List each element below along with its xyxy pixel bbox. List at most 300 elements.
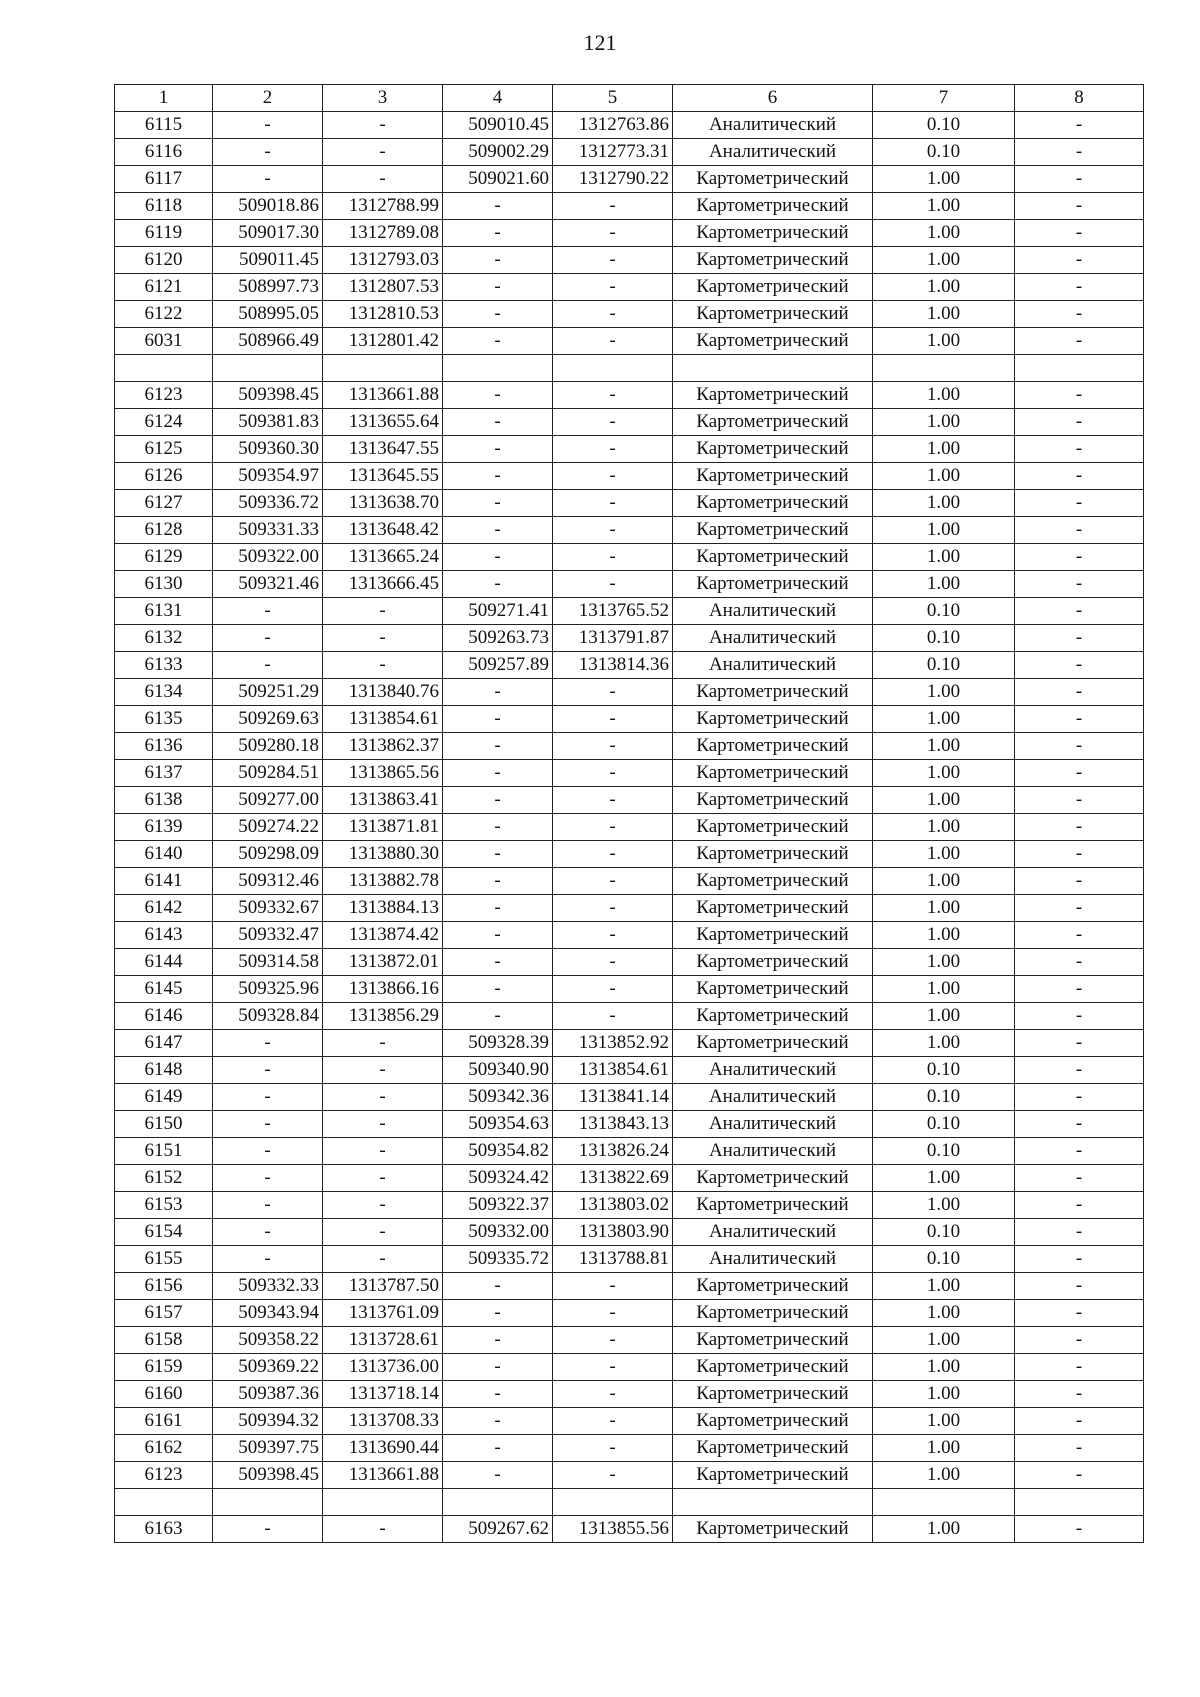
accuracy-cell: 1.00 xyxy=(873,247,1015,274)
y-new-cell: - xyxy=(553,382,673,409)
y-coordinate-cell: - xyxy=(323,1219,443,1246)
table-row xyxy=(115,1246,1144,1273)
table-row xyxy=(115,1084,1144,1111)
y-coordinate-cell: 1313856.29 xyxy=(323,1003,443,1030)
point-number-cell: 6139 xyxy=(115,814,213,841)
method-cell: Картометрический xyxy=(673,1408,873,1435)
y-coordinate-cell: 1313661.88 xyxy=(323,382,443,409)
accuracy-cell: 0.10 xyxy=(873,598,1015,625)
point-number-cell: 6125 xyxy=(115,436,213,463)
x-coordinate-cell: 509321.46 xyxy=(213,571,323,598)
table-row xyxy=(115,1408,1144,1435)
point-number-cell: 6115 xyxy=(115,112,213,139)
table-row xyxy=(115,949,1144,976)
y-coordinate-cell: 1313854.61 xyxy=(323,706,443,733)
x-new-cell: - xyxy=(443,382,553,409)
accuracy-cell: 1.00 xyxy=(873,571,1015,598)
point-number-cell: 6136 xyxy=(115,733,213,760)
point-number-cell: 6145 xyxy=(115,976,213,1003)
method-cell: Аналитический xyxy=(673,1057,873,1084)
method-cell: Картометрический xyxy=(673,841,873,868)
x-new-cell: - xyxy=(443,517,553,544)
method-cell: Картометрический xyxy=(673,328,873,355)
method-cell: Картометрический xyxy=(673,895,873,922)
y-coordinate-cell: 1313840.76 xyxy=(323,679,443,706)
accuracy-cell: 1.00 xyxy=(873,1273,1015,1300)
x-new-cell: - xyxy=(443,328,553,355)
x-coordinate-cell: - xyxy=(213,598,323,625)
point-number-cell: 6031 xyxy=(115,328,213,355)
y-new-cell: - xyxy=(553,1354,673,1381)
table-row xyxy=(115,436,1144,463)
point-number-cell: 6121 xyxy=(115,274,213,301)
point-number-cell: 6138 xyxy=(115,787,213,814)
method-cell: Картометрический xyxy=(673,706,873,733)
note-cell: - xyxy=(1015,787,1144,814)
y-coordinate-cell: - xyxy=(323,1030,443,1057)
point-number-cell: 6133 xyxy=(115,652,213,679)
accuracy-cell: 1.00 xyxy=(873,1408,1015,1435)
note-cell: - xyxy=(1015,139,1144,166)
note-cell: - xyxy=(1015,895,1144,922)
accuracy-cell: 1.00 xyxy=(873,1354,1015,1381)
point-number-cell: 6160 xyxy=(115,1381,213,1408)
x-coordinate-cell: 509394.32 xyxy=(213,1408,323,1435)
x-coordinate-cell: 509332.47 xyxy=(213,922,323,949)
accuracy-cell: 1.00 xyxy=(873,1516,1015,1543)
accuracy-cell: 1.00 xyxy=(873,760,1015,787)
table-row xyxy=(115,1192,1144,1219)
point-number-cell: 6120 xyxy=(115,247,213,274)
method-cell: Аналитический xyxy=(673,1219,873,1246)
table-row xyxy=(115,544,1144,571)
x-coordinate-cell: 509251.29 xyxy=(213,679,323,706)
y-coordinate-cell: - xyxy=(323,1516,443,1543)
point-number-cell: 6117 xyxy=(115,166,213,193)
x-coordinate-cell: 509354.97 xyxy=(213,463,323,490)
accuracy-cell: 0.10 xyxy=(873,1219,1015,1246)
method-cell: Аналитический xyxy=(673,1138,873,1165)
note-cell: - xyxy=(1015,976,1144,1003)
x-new-cell: - xyxy=(443,814,553,841)
y-new-cell: - xyxy=(553,1435,673,1462)
y-coordinate-cell: 1313882.78 xyxy=(323,868,443,895)
note-cell: - xyxy=(1015,1327,1144,1354)
x-new-cell: 509010.45 xyxy=(443,112,553,139)
method-cell: Картометрический xyxy=(673,949,873,976)
point-number-cell: 6119 xyxy=(115,220,213,247)
table-row xyxy=(115,1489,1144,1516)
x-coordinate-cell: 509269.63 xyxy=(213,706,323,733)
y-coordinate-cell: - xyxy=(323,1084,443,1111)
table-row xyxy=(115,841,1144,868)
accuracy-cell: 1.00 xyxy=(873,814,1015,841)
note-cell: - xyxy=(1015,409,1144,436)
note-cell: - xyxy=(1015,652,1144,679)
accuracy-cell: 1.00 xyxy=(873,787,1015,814)
method-cell xyxy=(673,1489,873,1516)
table-row xyxy=(115,868,1144,895)
x-new-cell: - xyxy=(443,706,553,733)
y-new-cell: - xyxy=(553,1003,673,1030)
column-header: 4 xyxy=(443,85,553,112)
x-coordinate-cell: 509277.00 xyxy=(213,787,323,814)
method-cell: Картометрический xyxy=(673,1435,873,1462)
y-coordinate-cell: 1312789.08 xyxy=(323,220,443,247)
accuracy-cell: 0.10 xyxy=(873,112,1015,139)
point-number-cell: 6141 xyxy=(115,868,213,895)
y-new-cell: 1313814.36 xyxy=(553,652,673,679)
note-cell: - xyxy=(1015,571,1144,598)
x-new-cell: - xyxy=(443,1273,553,1300)
x-coordinate-cell: 509336.72 xyxy=(213,490,323,517)
x-coordinate-cell: - xyxy=(213,1111,323,1138)
y-coordinate-cell xyxy=(323,355,443,382)
x-new-cell: 509267.62 xyxy=(443,1516,553,1543)
x-new-cell: 509340.90 xyxy=(443,1057,553,1084)
x-new-cell: - xyxy=(443,949,553,976)
note-cell: - xyxy=(1015,1084,1144,1111)
x-new-cell: - xyxy=(443,1300,553,1327)
y-new-cell: 1313822.69 xyxy=(553,1165,673,1192)
y-coordinate-cell: 1313862.37 xyxy=(323,733,443,760)
table-row xyxy=(115,166,1144,193)
method-cell: Картометрический xyxy=(673,490,873,517)
point-number-cell: 6149 xyxy=(115,1084,213,1111)
method-cell: Картометрический xyxy=(673,409,873,436)
x-new-cell: - xyxy=(443,1462,553,1489)
x-coordinate-cell: 509398.45 xyxy=(213,1462,323,1489)
note-cell: - xyxy=(1015,733,1144,760)
x-coordinate-cell: 509332.67 xyxy=(213,895,323,922)
point-number-cell: 6132 xyxy=(115,625,213,652)
table-row xyxy=(115,301,1144,328)
x-new-cell: - xyxy=(443,976,553,1003)
y-new-cell: - xyxy=(553,895,673,922)
table-row xyxy=(115,1462,1144,1489)
x-new-cell: - xyxy=(443,760,553,787)
accuracy-cell: 1.00 xyxy=(873,382,1015,409)
note-cell: - xyxy=(1015,463,1144,490)
accuracy-cell: 0.10 xyxy=(873,1138,1015,1165)
y-new-cell: - xyxy=(553,679,673,706)
accuracy-cell: 1.00 xyxy=(873,1003,1015,1030)
y-coordinate-cell: 1313645.55 xyxy=(323,463,443,490)
table-row xyxy=(115,328,1144,355)
accuracy-cell: 1.00 xyxy=(873,733,1015,760)
note-cell: - xyxy=(1015,112,1144,139)
point-number-cell: 6146 xyxy=(115,1003,213,1030)
x-coordinate-cell xyxy=(213,355,323,382)
note-cell: - xyxy=(1015,247,1144,274)
x-new-cell: 509342.36 xyxy=(443,1084,553,1111)
note-cell: - xyxy=(1015,598,1144,625)
x-new-cell: - xyxy=(443,733,553,760)
x-new-cell: 509324.42 xyxy=(443,1165,553,1192)
y-new-cell: - xyxy=(553,868,673,895)
y-coordinate-cell: 1313787.50 xyxy=(323,1273,443,1300)
x-new-cell: - xyxy=(443,868,553,895)
point-number-cell: 6130 xyxy=(115,571,213,598)
y-new-cell: - xyxy=(553,976,673,1003)
note-cell: - xyxy=(1015,1138,1144,1165)
table-row xyxy=(115,787,1144,814)
x-coordinate-cell: 509314.58 xyxy=(213,949,323,976)
note-cell: - xyxy=(1015,1354,1144,1381)
x-coordinate-cell: 509397.75 xyxy=(213,1435,323,1462)
y-coordinate-cell: 1313666.45 xyxy=(323,571,443,598)
accuracy-cell: 1.00 xyxy=(873,922,1015,949)
accuracy-cell: 1.00 xyxy=(873,868,1015,895)
method-cell xyxy=(673,355,873,382)
y-new-cell: 1313855.56 xyxy=(553,1516,673,1543)
x-new-cell: - xyxy=(443,409,553,436)
y-coordinate-cell: 1313648.42 xyxy=(323,517,443,544)
table-row xyxy=(115,139,1144,166)
accuracy-cell: 1.00 xyxy=(873,301,1015,328)
x-coordinate-cell: 509381.83 xyxy=(213,409,323,436)
point-number-cell: 6154 xyxy=(115,1219,213,1246)
note-cell: - xyxy=(1015,1057,1144,1084)
y-coordinate-cell: 1312807.53 xyxy=(323,274,443,301)
y-coordinate-cell: 1312788.99 xyxy=(323,193,443,220)
y-coordinate-cell: 1312801.42 xyxy=(323,328,443,355)
table-row xyxy=(115,1516,1144,1543)
table-row xyxy=(115,220,1144,247)
y-coordinate-cell: - xyxy=(323,166,443,193)
y-coordinate-cell: 1313866.16 xyxy=(323,976,443,1003)
point-number-cell: 6148 xyxy=(115,1057,213,1084)
y-new-cell: 1313788.81 xyxy=(553,1246,673,1273)
x-coordinate-cell: - xyxy=(213,1516,323,1543)
table-row xyxy=(115,274,1144,301)
table-row xyxy=(115,382,1144,409)
note-cell: - xyxy=(1015,1165,1144,1192)
y-new-cell: - xyxy=(553,544,673,571)
y-new-cell: - xyxy=(553,922,673,949)
y-new-cell: - xyxy=(553,301,673,328)
column-header: 7 xyxy=(873,85,1015,112)
note-cell: - xyxy=(1015,166,1144,193)
method-cell: Картометрический xyxy=(673,274,873,301)
table-row xyxy=(115,679,1144,706)
x-coordinate-cell: - xyxy=(213,1138,323,1165)
accuracy-cell xyxy=(873,355,1015,382)
y-new-cell: - xyxy=(553,220,673,247)
point-number-cell: 6152 xyxy=(115,1165,213,1192)
x-new-cell: 509257.89 xyxy=(443,652,553,679)
method-cell: Аналитический xyxy=(673,1084,873,1111)
x-new-cell: - xyxy=(443,1408,553,1435)
note-cell: - xyxy=(1015,868,1144,895)
y-new-cell: 1313803.02 xyxy=(553,1192,673,1219)
method-cell: Картометрический xyxy=(673,571,873,598)
table-row xyxy=(115,571,1144,598)
method-cell: Картометрический xyxy=(673,1327,873,1354)
accuracy-cell: 1.00 xyxy=(873,976,1015,1003)
x-coordinate-cell: - xyxy=(213,1084,323,1111)
note-cell: - xyxy=(1015,706,1144,733)
point-number-cell: 6126 xyxy=(115,463,213,490)
accuracy-cell: 1.00 xyxy=(873,436,1015,463)
coordinates-table-container xyxy=(114,84,1143,1543)
x-new-cell: - xyxy=(443,1327,553,1354)
y-coordinate-cell: - xyxy=(323,139,443,166)
x-new-cell: - xyxy=(443,490,553,517)
x-new-cell: - xyxy=(443,787,553,814)
accuracy-cell: 1.00 xyxy=(873,409,1015,436)
x-new-cell: 509335.72 xyxy=(443,1246,553,1273)
note-cell: - xyxy=(1015,274,1144,301)
x-coordinate-cell: 509331.33 xyxy=(213,517,323,544)
accuracy-cell: 1.00 xyxy=(873,166,1015,193)
method-cell: Картометрический xyxy=(673,301,873,328)
method-cell: Картометрический xyxy=(673,193,873,220)
x-new-cell: - xyxy=(443,841,553,868)
note-cell: - xyxy=(1015,760,1144,787)
x-coordinate-cell: 509298.09 xyxy=(213,841,323,868)
note-cell: - xyxy=(1015,1030,1144,1057)
x-coordinate-cell: 509332.33 xyxy=(213,1273,323,1300)
accuracy-cell: 0.10 xyxy=(873,1084,1015,1111)
point-number-cell: 6163 xyxy=(115,1516,213,1543)
note-cell: - xyxy=(1015,1462,1144,1489)
accuracy-cell: 1.00 xyxy=(873,706,1015,733)
y-new-cell: - xyxy=(553,760,673,787)
x-coordinate-cell: 509322.00 xyxy=(213,544,323,571)
note-cell: - xyxy=(1015,382,1144,409)
point-number-cell: 6131 xyxy=(115,598,213,625)
table-body xyxy=(115,112,1144,1543)
x-coordinate-cell: - xyxy=(213,1219,323,1246)
table-row xyxy=(115,112,1144,139)
table-row xyxy=(115,1327,1144,1354)
accuracy-cell: 1.00 xyxy=(873,1327,1015,1354)
point-number-cell: 6159 xyxy=(115,1354,213,1381)
table-row xyxy=(115,1219,1144,1246)
accuracy-cell: 0.10 xyxy=(873,139,1015,166)
y-new-cell: 1313791.87 xyxy=(553,625,673,652)
x-coordinate-cell: 509280.18 xyxy=(213,733,323,760)
method-cell: Аналитический xyxy=(673,598,873,625)
accuracy-cell: 1.00 xyxy=(873,274,1015,301)
y-new-cell: - xyxy=(553,787,673,814)
table-row xyxy=(115,1273,1144,1300)
y-new-cell: 1313841.14 xyxy=(553,1084,673,1111)
y-coordinate-cell: 1313872.01 xyxy=(323,949,443,976)
y-new-cell: - xyxy=(553,1462,673,1489)
point-number-cell: 6123 xyxy=(115,1462,213,1489)
x-coordinate-cell: 509358.22 xyxy=(213,1327,323,1354)
point-number-cell: 6140 xyxy=(115,841,213,868)
table-row xyxy=(115,1030,1144,1057)
y-coordinate-cell: 1313736.00 xyxy=(323,1354,443,1381)
x-coordinate-cell: - xyxy=(213,166,323,193)
accuracy-cell: 1.00 xyxy=(873,1192,1015,1219)
header-row xyxy=(115,85,1144,112)
x-coordinate-cell: 509387.36 xyxy=(213,1381,323,1408)
method-cell: Аналитический xyxy=(673,1246,873,1273)
table-row xyxy=(115,625,1144,652)
note-cell: - xyxy=(1015,922,1144,949)
table-row xyxy=(115,247,1144,274)
x-coordinate-cell: 509343.94 xyxy=(213,1300,323,1327)
table-row xyxy=(115,706,1144,733)
y-new-cell xyxy=(553,355,673,382)
note-cell: - xyxy=(1015,328,1144,355)
note-cell: - xyxy=(1015,1273,1144,1300)
point-number-cell: 6142 xyxy=(115,895,213,922)
page-number: 121 xyxy=(583,30,617,55)
method-cell: Картометрический xyxy=(673,1462,873,1489)
y-coordinate-cell: 1313863.41 xyxy=(323,787,443,814)
y-new-cell: - xyxy=(553,490,673,517)
x-coordinate-cell: 509284.51 xyxy=(213,760,323,787)
method-cell: Картометрический xyxy=(673,463,873,490)
y-coordinate-cell: 1313665.24 xyxy=(323,544,443,571)
table-row xyxy=(115,976,1144,1003)
x-new-cell: 509271.41 xyxy=(443,598,553,625)
table-row xyxy=(115,895,1144,922)
point-number-cell: 6155 xyxy=(115,1246,213,1273)
x-coordinate-cell: - xyxy=(213,1192,323,1219)
y-coordinate-cell: 1313647.55 xyxy=(323,436,443,463)
x-new-cell: 509002.29 xyxy=(443,139,553,166)
accuracy-cell: 1.00 xyxy=(873,544,1015,571)
accuracy-cell: 1.00 xyxy=(873,328,1015,355)
method-cell: Картометрический xyxy=(673,220,873,247)
y-new-cell: 1313852.92 xyxy=(553,1030,673,1057)
x-coordinate-cell: 509328.84 xyxy=(213,1003,323,1030)
x-new-cell: - xyxy=(443,1003,553,1030)
table-row xyxy=(115,463,1144,490)
y-new-cell: 1313803.90 xyxy=(553,1219,673,1246)
y-coordinate-cell: - xyxy=(323,625,443,652)
note-cell: - xyxy=(1015,949,1144,976)
note-cell: - xyxy=(1015,436,1144,463)
note-cell: - xyxy=(1015,1219,1144,1246)
y-new-cell: - xyxy=(553,1300,673,1327)
y-coordinate-cell: 1313761.09 xyxy=(323,1300,443,1327)
method-cell: Картометрический xyxy=(673,976,873,1003)
method-cell: Картометрический xyxy=(673,760,873,787)
x-coordinate-cell: 509312.46 xyxy=(213,868,323,895)
x-coordinate-cell: 508995.05 xyxy=(213,301,323,328)
column-header: 3 xyxy=(323,85,443,112)
y-new-cell: - xyxy=(553,733,673,760)
note-cell: - xyxy=(1015,1003,1144,1030)
x-new-cell: 509328.39 xyxy=(443,1030,553,1057)
accuracy-cell: 1.00 xyxy=(873,1462,1015,1489)
x-new-cell: - xyxy=(443,301,553,328)
point-number-cell xyxy=(115,1489,213,1516)
accuracy-cell: 0.10 xyxy=(873,1057,1015,1084)
x-new-cell xyxy=(443,1489,553,1516)
y-coordinate-cell: 1313638.70 xyxy=(323,490,443,517)
y-coordinate-cell: - xyxy=(323,1138,443,1165)
y-new-cell: - xyxy=(553,571,673,598)
x-coordinate-cell: 509360.30 xyxy=(213,436,323,463)
table-row xyxy=(115,1381,1144,1408)
y-new-cell: 1313854.61 xyxy=(553,1057,673,1084)
x-coordinate-cell: - xyxy=(213,1246,323,1273)
x-new-cell: - xyxy=(443,571,553,598)
method-cell: Картометрический xyxy=(673,166,873,193)
note-cell: - xyxy=(1015,625,1144,652)
y-new-cell: 1312773.31 xyxy=(553,139,673,166)
y-new-cell: 1313765.52 xyxy=(553,598,673,625)
note-cell: - xyxy=(1015,1381,1144,1408)
